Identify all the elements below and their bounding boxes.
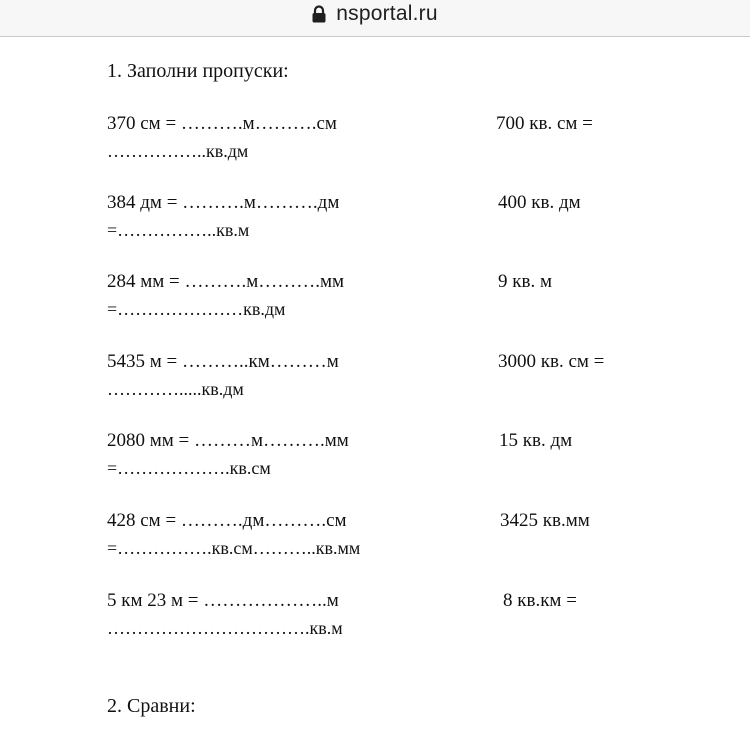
row-left-line2: ………….....кв.дм <box>107 379 244 399</box>
row-right: 8 кв.км = <box>503 590 577 611</box>
url-display[interactable] <box>0 0 750 28</box>
lock-icon <box>312 5 326 23</box>
row-left-line2: =…………………кв.дм <box>107 299 286 319</box>
row-right: 9 кв. м <box>498 271 552 292</box>
row-left-line1: 284 мм = ……….м……….мм <box>107 271 345 292</box>
row-left-line2: =…………….кв.см………..кв.мм <box>107 538 361 558</box>
row-right: 400 кв. дм <box>498 192 581 213</box>
task1-heading: 1. Заполни пропуски: <box>107 60 289 82</box>
row-left-line1: 428 см = ……….дм……….см <box>107 510 347 531</box>
row-left-line1: 2080 мм = ………м……….мм <box>107 430 349 451</box>
row-left-line1: 370 см = ……….м……….см <box>107 113 337 134</box>
task2-heading: 2. Сравни: <box>107 695 196 717</box>
row-left-line1: 5435 м = ………..км………м <box>107 351 339 372</box>
row-left-line1: 5 км 23 м = ………………..м <box>107 590 339 611</box>
row-left-line1: 384 дм = ……….м……….дм <box>107 192 340 213</box>
row-right: 15 кв. дм <box>499 430 573 451</box>
row-left-line2: …………………………….кв.м <box>107 618 343 638</box>
row-right: 3000 кв. см = <box>498 351 605 372</box>
url-text: nsportal.ru <box>336 2 438 25</box>
row-right: 700 кв. см = <box>496 113 593 134</box>
row-right: 3425 кв.мм <box>500 510 590 531</box>
row-left-line2: ……………..кв.дм <box>107 141 249 161</box>
browser-address-bar[interactable] <box>0 0 750 37</box>
row-left-line2: =……………..кв.м <box>107 220 250 240</box>
row-left-line2: =……………….кв.см <box>107 458 271 478</box>
